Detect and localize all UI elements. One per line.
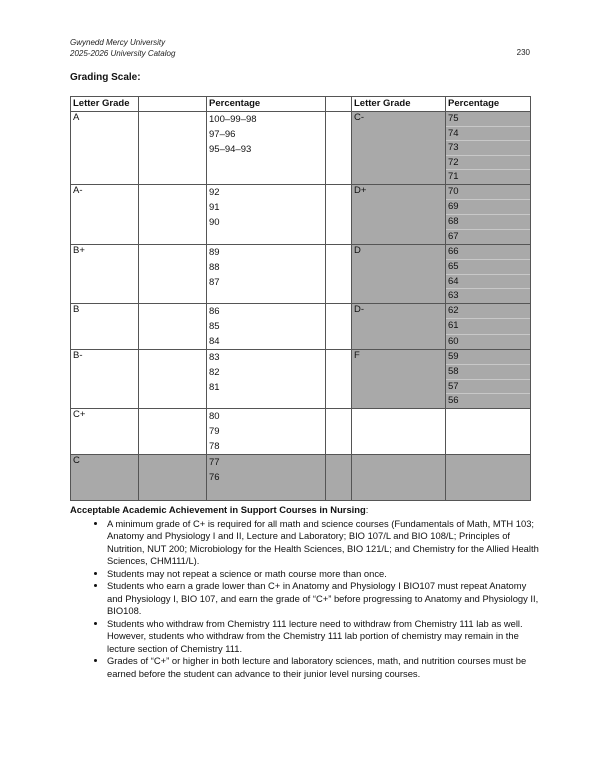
letter-grade: C- bbox=[352, 112, 446, 185]
empty-cell bbox=[352, 455, 446, 501]
percentage-value: 92 bbox=[209, 187, 220, 198]
percentage-cell bbox=[446, 304, 531, 350]
requirement-item: • A minimum grade of C+ is required for all math and science courses (Fundamentals of Math, MTH 103; Anatomy and Physiology I and II, Lecture and Laboratory; BIO 107/L and BIO 108/L; Principles of Nutrition, NUT 200; Microbiology for the Health Sciences, BIO 121/L; and Chemistry for the Allied Health Sciences, CHM111/L). bbox=[107, 518, 540, 568]
percentage-value: 81 bbox=[209, 382, 220, 393]
empty-cell bbox=[139, 97, 207, 112]
percentage-value: 64 bbox=[446, 275, 530, 290]
empty-cell bbox=[139, 455, 207, 501]
letter-grade: B bbox=[71, 304, 139, 350]
section-heading: Acceptable Academic Achievement in Support Courses in Nursing: bbox=[70, 504, 369, 515]
percentage-value: 67 bbox=[448, 231, 459, 242]
requirement-item: • Students who withdraw from Chemistry 111 lecture need to withdraw from Chemistry 111 lab as well. However, students who withdraw from the Chemistry 111 lab portion of chemistry may remain in the lecture section of Chemistry 111. bbox=[107, 618, 540, 656]
percentage-value: 86 bbox=[209, 306, 220, 317]
percentage-value: 72 bbox=[446, 156, 530, 171]
percentage-value: 62 bbox=[446, 304, 530, 319]
percentage-cell bbox=[207, 350, 326, 409]
percentage-value: 82 bbox=[209, 367, 220, 378]
letter-grade: A- bbox=[71, 185, 139, 245]
letter-grade: C bbox=[71, 455, 139, 501]
percentage-value: 63 bbox=[448, 290, 459, 302]
percentage-value: 84 bbox=[209, 336, 220, 347]
requirement-item: • Students who earn a grade lower than C+ in Anatomy and Physiology I BIO107 must repeat Anatomy and Physiology I, BIO 107, and earn the grade of “C+” before progressing to Anatomy and Physiology II, BIO108. bbox=[107, 580, 540, 618]
percentage-value: 68 bbox=[446, 215, 530, 230]
table-row bbox=[71, 350, 531, 409]
empty-cell bbox=[139, 245, 207, 304]
percentage-value: 60 bbox=[448, 335, 459, 347]
page-number: 230 bbox=[516, 48, 530, 57]
percentage-cell bbox=[207, 112, 326, 185]
support-courses-section bbox=[70, 504, 540, 680]
percentage-value: 95–94–93 bbox=[209, 144, 252, 155]
percentage-value: 58 bbox=[446, 365, 530, 380]
institution-name: Gwynedd Mercy University bbox=[70, 38, 166, 47]
letter-grade: B- bbox=[71, 350, 139, 409]
percentage-value: 91 bbox=[209, 202, 220, 213]
percentage-value: 59 bbox=[446, 350, 530, 365]
empty-cell bbox=[139, 304, 207, 350]
requirement-item: • Students may not repeat a science or math course more than once. bbox=[107, 568, 540, 581]
percentage-cell bbox=[207, 304, 326, 350]
table-row bbox=[71, 455, 531, 501]
percentage-cell bbox=[207, 409, 326, 455]
percentage-value: 88 bbox=[209, 262, 220, 273]
empty-cell bbox=[326, 409, 352, 455]
percentage-value: 85 bbox=[209, 321, 220, 332]
table-row bbox=[71, 185, 531, 245]
empty-cell bbox=[139, 409, 207, 455]
table-row bbox=[71, 112, 531, 185]
table-row bbox=[71, 409, 531, 455]
empty-cell bbox=[326, 97, 352, 112]
percentage-cell bbox=[446, 245, 531, 304]
percentage-value: 78 bbox=[209, 441, 220, 452]
percentage-cell bbox=[446, 112, 531, 185]
empty-cell bbox=[326, 455, 352, 501]
percentage-value: 57 bbox=[446, 380, 530, 395]
percentage-value: 71 bbox=[448, 171, 459, 183]
empty-cell bbox=[446, 455, 531, 501]
percentage-cell bbox=[207, 245, 326, 304]
percentage-value: 66 bbox=[446, 245, 530, 260]
percentage-value: 77 bbox=[209, 457, 220, 468]
percentage-value: 73 bbox=[446, 141, 530, 156]
letter-grade: C+ bbox=[71, 409, 139, 455]
letter-grade: D+ bbox=[352, 185, 446, 245]
requirement-item: • Grades of “C+” or higher in both lecture and laboratory sciences, math, and nutrition courses must be earned before the student can advance to their junior level nursing courses. bbox=[107, 655, 540, 680]
percentage-value: 75 bbox=[446, 112, 530, 127]
empty-cell bbox=[139, 350, 207, 409]
letter-grade: F bbox=[352, 350, 446, 409]
percentage-cell bbox=[446, 185, 531, 245]
header-cell: Percentage bbox=[446, 97, 531, 112]
percentage-value: 61 bbox=[446, 319, 530, 334]
percentage-value: 83 bbox=[209, 352, 220, 363]
empty-cell bbox=[326, 245, 352, 304]
percentage-cell bbox=[446, 350, 531, 409]
empty-cell bbox=[139, 185, 207, 245]
percentage-value: 69 bbox=[446, 200, 530, 215]
requirements-list bbox=[70, 518, 540, 681]
header-cell: Percentage bbox=[207, 97, 326, 112]
table-row bbox=[71, 245, 531, 304]
percentage-value: 90 bbox=[209, 217, 220, 228]
empty-cell bbox=[326, 350, 352, 409]
percentage-cell bbox=[207, 185, 326, 245]
empty-cell bbox=[446, 409, 531, 455]
percentage-value: 79 bbox=[209, 426, 220, 437]
percentage-value: 74 bbox=[446, 127, 530, 142]
percentage-value: 89 bbox=[209, 247, 220, 258]
table-row bbox=[71, 304, 531, 350]
empty-cell bbox=[326, 304, 352, 350]
empty-cell bbox=[352, 409, 446, 455]
percentage-value: 100–99–98 bbox=[209, 114, 257, 125]
letter-grade: D- bbox=[352, 304, 446, 350]
percentage-value: 80 bbox=[209, 411, 220, 422]
percentage-value: 97–96 bbox=[209, 129, 236, 140]
running-header bbox=[70, 37, 175, 59]
grading-scale-table bbox=[70, 96, 531, 501]
percentage-cell bbox=[207, 455, 326, 501]
empty-cell bbox=[326, 112, 352, 185]
letter-grade: A bbox=[71, 112, 139, 185]
catalog-name: 2025-2026 University Catalog bbox=[70, 49, 176, 58]
section-title: Grading Scale: bbox=[70, 72, 141, 83]
header-cell: Letter Grade bbox=[71, 97, 139, 112]
percentage-value: 65 bbox=[446, 260, 530, 275]
percentage-value: 87 bbox=[209, 277, 220, 288]
table-header-row bbox=[71, 97, 531, 112]
letter-grade: B+ bbox=[71, 245, 139, 304]
percentage-value: 76 bbox=[209, 472, 220, 483]
empty-cell bbox=[326, 185, 352, 245]
header-cell: Letter Grade bbox=[352, 97, 446, 112]
empty-cell bbox=[139, 112, 207, 185]
percentage-value: 70 bbox=[446, 185, 530, 200]
letter-grade: D bbox=[352, 245, 446, 304]
percentage-value: 56 bbox=[448, 395, 459, 407]
